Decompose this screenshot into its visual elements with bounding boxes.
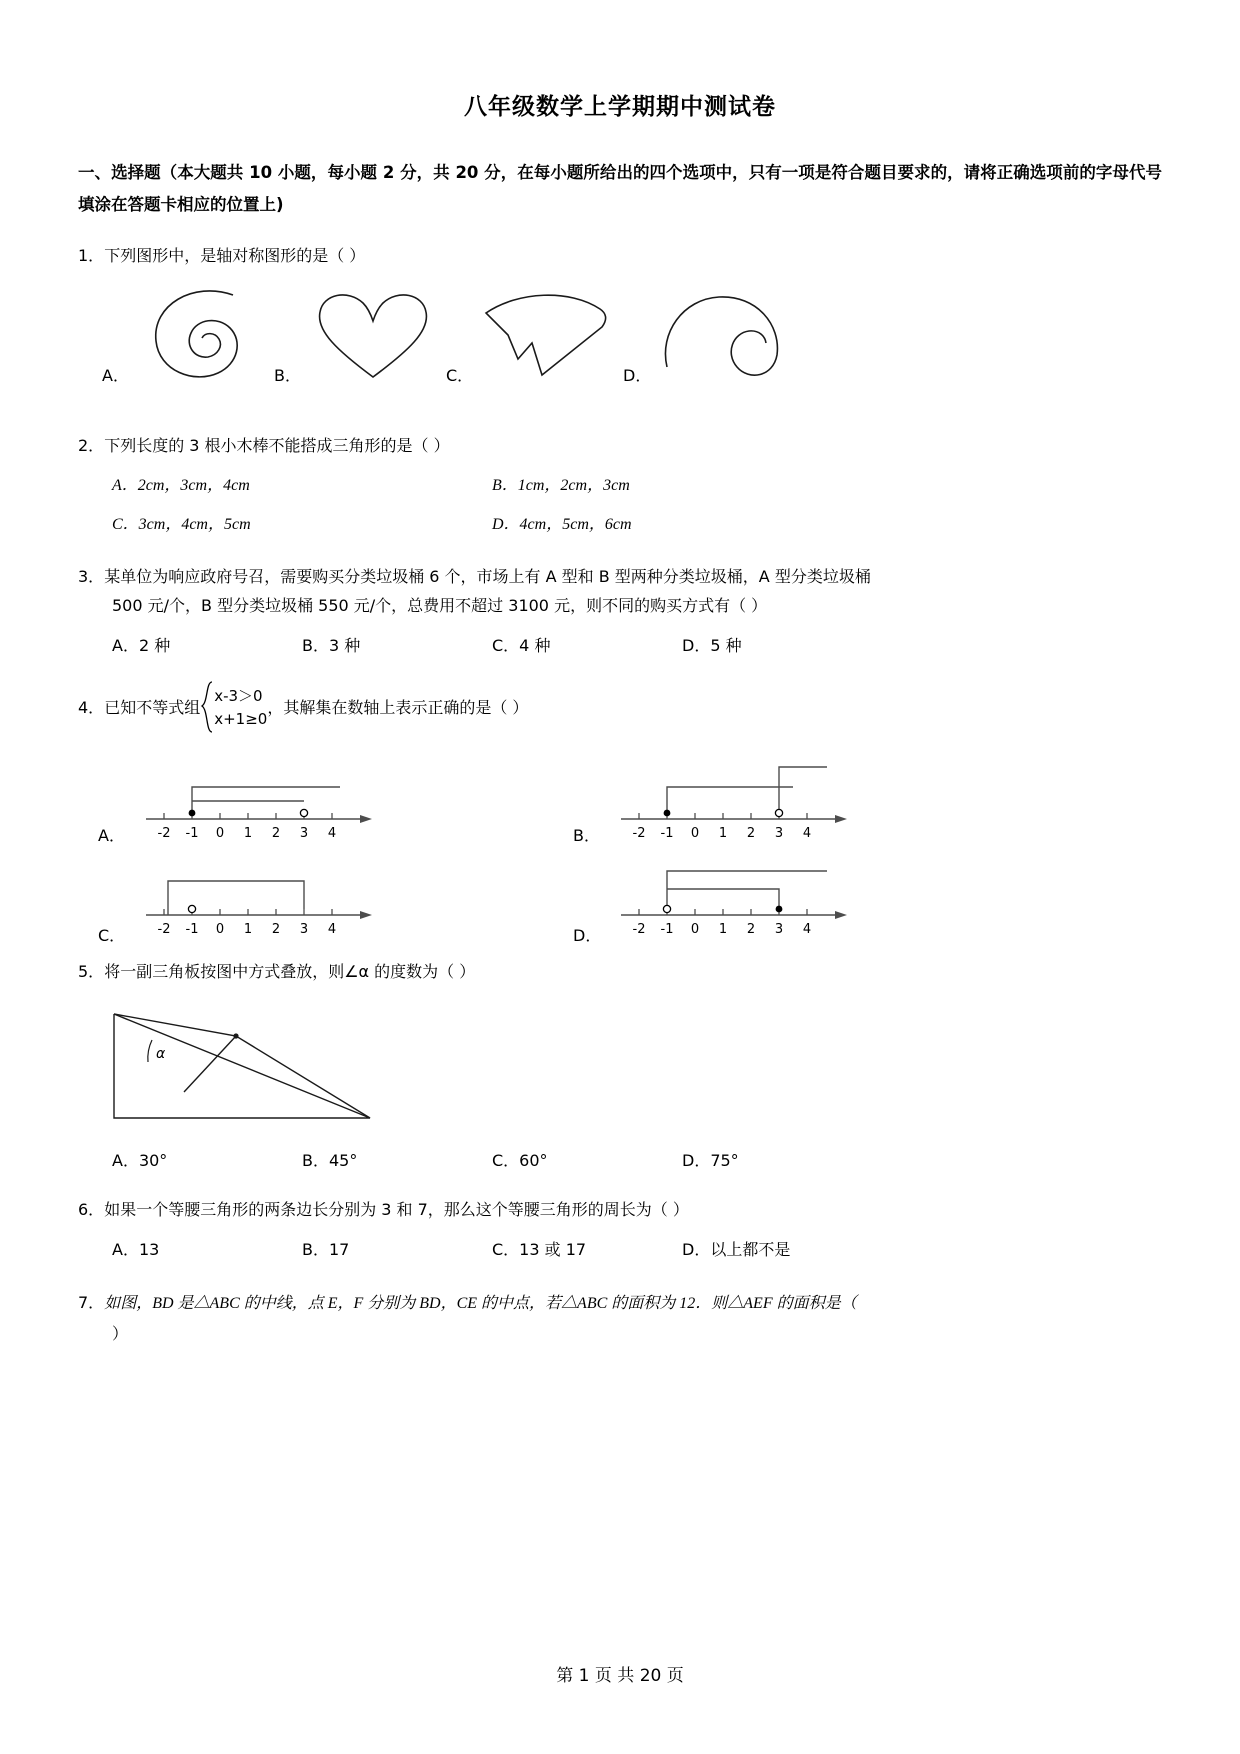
angle-alpha-label: α [156,1046,166,1063]
svg-text:-2: -2 [157,921,171,937]
question-5-number: 5． [78,961,105,981]
svg-text:3: 3 [299,921,309,937]
question-1-label-b: B． [274,365,301,385]
question-6 [78,1195,1162,1264]
page-title: 八年级数学上学期期中测试卷 [464,94,776,120]
option-d: D．以上都不是 [682,1239,791,1259]
svg-text:-2: -2 [632,825,646,841]
svg-text:3: 3 [299,825,309,841]
question-3-line-2: 500 元/个，B 型分类垃圾桶 550 元/个，总费用不超过 3100 元，则不同的购买方式有（ ） [112,596,768,616]
question-4-label-c: C． [98,925,126,945]
question-6-text: 如果一个等腰三角形的两条边长分别为 3 和 7，那么这个等腰三角形的周长为（ ） [104,1200,689,1220]
section-heading: 一、选择题（本大题共 10 小题，每小题 2 分，共 20 分，在每小题所给出的四个选项中，只有一项是符合题目要求的，请将正确选项前的字母代号填涂在答题卡相应的位置上) [78,163,1162,215]
question-5-figure [78,996,1162,1146]
figure-spiral [138,285,268,385]
svg-text:-1: -1 [660,921,674,937]
svg-text:4: 4 [802,921,812,937]
svg-text:1: 1 [243,825,253,841]
question-4-label-b: B． [573,825,600,845]
question-5-options [112,1148,1240,1171]
svg-text:2: 2 [746,921,756,937]
svg-text:0: 0 [690,921,700,937]
option-d: D．4cm，5cm，6cm [492,516,632,534]
option-b: B．45° [302,1151,358,1171]
svg-text:0: 0 [215,921,225,937]
question-1-number: 1． [78,246,105,266]
svg-text:2: 2 [271,825,281,841]
question-4-figures [78,749,1162,949]
question-5 [78,957,1162,987]
option-d: D．75° [682,1151,739,1171]
question-2-options-row-1 [112,471,1162,501]
svg-text:3: 3 [774,921,784,937]
svg-text:-1: -1 [185,825,199,841]
option-b: B．3 种 [302,635,361,655]
option-c: C．60° [492,1151,548,1171]
question-4 [78,681,1162,735]
inequality-2: x+1≥0 [214,709,268,728]
question-2-number: 2． [78,435,105,455]
question-3-options [112,631,1162,661]
svg-text:0: 0 [690,825,700,841]
option-a: A．2 种 [112,635,171,655]
question-1-text: 下列图形中，是轴对称图形的是（ ） [104,246,366,266]
option-a: A．30° [112,1151,168,1171]
number-line-a [138,757,388,847]
figure-fan [478,285,618,385]
system-brace [200,680,214,734]
question-1-figures [78,285,1162,405]
svg-text:-1: -1 [660,825,674,841]
figure-paisley [653,285,793,385]
question-4-text-before: 已知不等式组 [104,697,201,717]
svg-text:4: 4 [802,825,812,841]
page-footer: 第 1 页 共 20 页 [556,1666,684,1686]
svg-text:-2: -2 [632,921,646,937]
question-7-line-2: ） [112,1323,129,1343]
option-c: C．3cm，4cm，5cm [112,516,251,534]
option-b: B．17 [302,1239,350,1259]
option-d: D．5 种 [682,635,742,655]
svg-text:2: 2 [746,825,756,841]
number-line-c [138,853,388,943]
question-1-label-c: C． [446,365,474,385]
svg-text:1: 1 [718,921,728,937]
svg-text:0: 0 [215,825,225,841]
number-line-b [613,749,863,847]
figure-heart [308,285,438,385]
question-4-inequalities [214,685,267,730]
question-3 [78,562,1162,661]
svg-text:-2: -2 [157,825,171,841]
question-6-options [112,1235,1162,1265]
number-line-d [613,849,863,943]
question-4-label-d: D． [573,925,602,945]
question-1-label-a: A． [102,365,129,385]
question-7 [78,1288,1162,1348]
question-7-line-1: 如图，BD 是△ABC 的中线，点 E，F 分别为 BD，CE 的中点，若△ABC 的面积为 12．则△AEF 的面积是（ [104,1295,857,1313]
svg-text:4: 4 [327,825,337,841]
inequality-1: x-3＞0 [214,687,263,705]
question-1 [78,241,1162,271]
triangle-rulers-figure [98,996,398,1141]
question-4-label-a: A． [98,825,125,845]
question-3-number: 3． [78,566,105,586]
option-a: A．13 [112,1239,160,1259]
option-b: B．1cm，2cm，3cm [492,476,630,494]
question-4-text-after: ，其解集在数轴上表示正确的是（ ） [267,697,529,717]
question-5-text: 将一副三角板按图中方式叠放，则∠α 的度数为（ ） [104,961,476,981]
question-2-options-row-2 [112,510,1162,540]
question-4-number: 4． [78,697,105,717]
svg-text:2: 2 [271,921,281,937]
svg-text:1: 1 [718,825,728,841]
question-2-text: 下列长度的 3 根小木棒不能搭成三角形的是（ ） [104,435,450,455]
option-c: C．13 或 17 [492,1239,587,1259]
question-2 [78,431,1162,540]
question-3-line-1: 某单位为响应政府号召，需要购买分类垃圾桶 6 个，市场上有 A 型和 B 型两种分类垃圾桶，A 型分类垃圾桶 [104,566,871,586]
svg-text:1: 1 [243,921,253,937]
question-6-number: 6． [78,1200,105,1220]
svg-text:-1: -1 [185,921,199,937]
question-7-number: 7． [78,1293,105,1313]
option-a: A．2cm，3cm，4cm [112,476,250,494]
svg-text:3: 3 [774,825,784,841]
option-c: C．4 种 [492,635,551,655]
svg-text:4: 4 [327,921,337,937]
question-1-label-d: D． [623,365,652,385]
